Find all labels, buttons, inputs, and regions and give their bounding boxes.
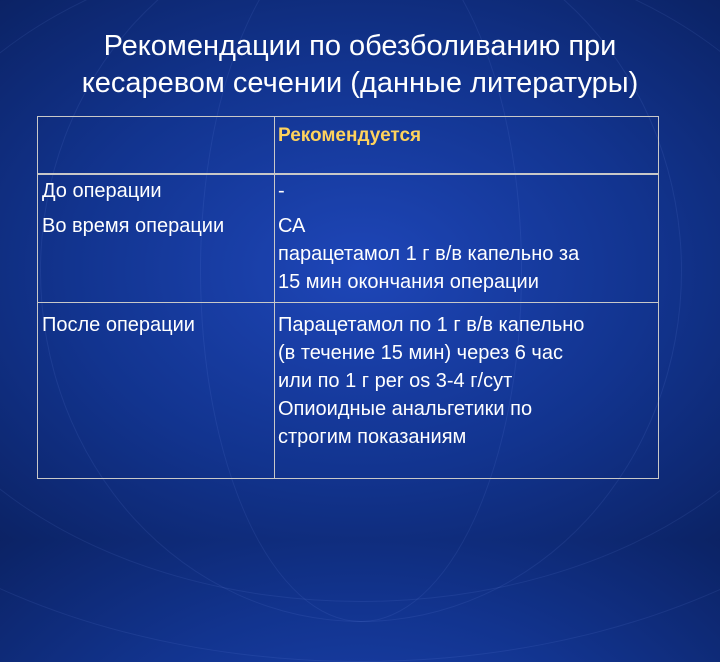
recommendation-line: - (278, 180, 285, 202)
slide-title-line-2: кесаревом сечении (данные литературы) (81, 67, 639, 99)
recommendation-line: парацетамол 1 г в/в капельно за (278, 243, 580, 265)
table-row-stage: После операции (42, 314, 195, 336)
table-row-recommendation (278, 311, 584, 451)
table-row-recommendation (278, 212, 579, 296)
recommendation-line: или по 1 г per os 3-4 г/сут (278, 370, 513, 392)
recommendation-line: 15 мин окончания операции (278, 271, 539, 293)
table-row-stage: Во время операции (42, 215, 225, 237)
table-row-stage: До операции (42, 180, 162, 202)
recommendation-line: Парацетамол по 1 г в/в капельно (278, 314, 585, 336)
slide-title (20, 28, 700, 102)
recommendation-line: СА (278, 215, 306, 237)
row-separator (38, 302, 658, 303)
recommendation-line: строгим показаниям (278, 426, 467, 448)
column-separator (274, 173, 275, 478)
slide-title-line-1: Рекомендации по обезболиванию при (103, 30, 617, 62)
table-header-recommended: Рекомендуется (278, 125, 422, 146)
table-row-recommendation (278, 177, 285, 205)
recommendation-line: Опиоидные анальгетики по (278, 398, 533, 420)
recommendation-line: (в течение 15 мин) через 6 час (278, 342, 563, 364)
